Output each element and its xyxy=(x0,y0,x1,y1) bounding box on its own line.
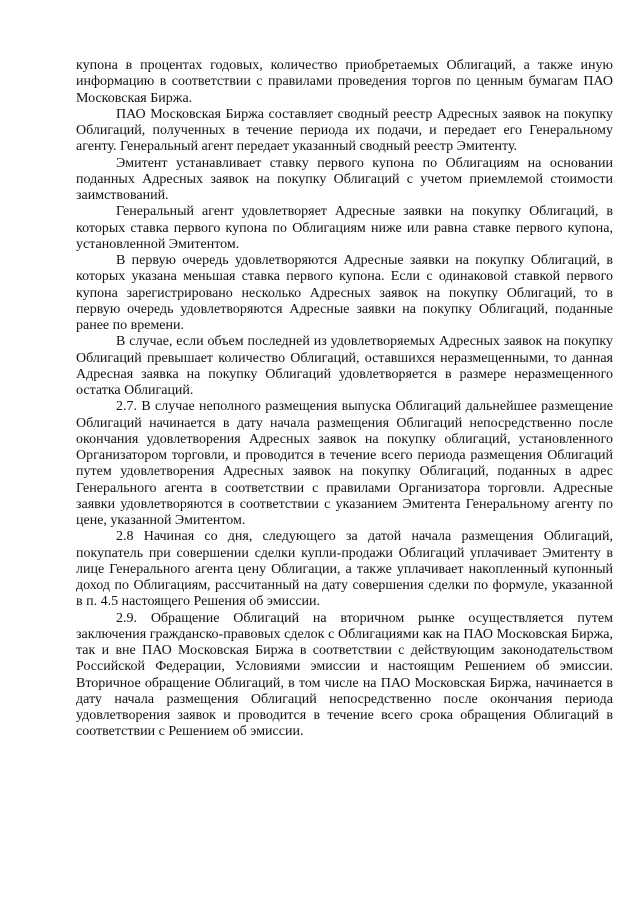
document-page xyxy=(76,58,613,741)
paragraph-section-2-7: 2.7. В случае неполного размещения выпуска Облигаций дальнейшее размещение Облигаций начинается в дату начала размещения Облигаций непосредственно после окончания удовлетворения Адресных заявок на покупку облигаций, установленного Организатором торговли, и проводится в течение всего периода размещения Облигаций путем удовлетворения Адресных заявок на покупку Облигаций, поданных в адрес Генерального агента в соответствии с правилами Организатора торговли. Адресные заявки удовлетворяются в соответствии с указанием Эмитента Генеральному агенту по цене, указанной Эмитентом. xyxy=(76,399,613,528)
paragraph-coupon-rate: Эмитент устанавливает ставку первого купона по Облигациям на основании поданных Адресных заявок на покупку Облигаций с учетом приемлемой стоимости заимствований. xyxy=(76,155,613,203)
paragraph-last-order: В случае, если объем последней из удовлетворяемых Адресных заявок на покупку Облигаций превышает количество Облигаций, оставшихся неразмещенными, то данная Адресная заявка на покупку Облигаций удовлетворяется в размере неразмещенного остатка Облигаций. xyxy=(76,334,613,398)
paragraph-section-2-9: 2.9. Обращение Облигаций на вторичном рынке осуществляется путем заключения гражданско-правовых сделок с Облигациями как на ПАО Московская Биржа, так и вне ПАО Московская Биржа в соответствии с действующим законодательством Российской Федерации, Условиями эмиссии и настоящим Решением об эмиссии. Вторичное обращение Облигаций, в том числе на ПАО Московская Биржа, начинается в дату начала размещения Облигаций непосредственно после окончания периода удовлетворения заявок и проводится в течение всего срока обращения Облигаций в соответствии с Решением об эмиссии. xyxy=(76,610,613,740)
paragraph-consolidated-register: ПАО Московская Биржа составляет сводный реестр Адресных заявок на покупку Облигаций, полученных в течение периода их подачи, и передает его Генеральному агенту. Генеральный агент передает указанный сводный реестр Эмитенту. xyxy=(76,106,613,155)
paragraph-continuation: купона в процентах годовых, количество приобретаемых Облигаций, а также иную информацию в соответствии с правилами проведения торгов по ценным бумагам ПАО Московская Биржа. xyxy=(76,58,613,106)
paragraph-section-2-8: 2.8 Начиная со дня, следующего за датой начала размещения Облигаций, покупатель при совершении сделки купли-продажи Облигаций уплачивает Эмитенту в лице Генерального агента цену Облигации, а также уплачивает накопленный купонный доход по Облигациям, рассчитанный на дату совершения сделки по формуле, указанной в п. 4.5 настоящего Решения об эмиссии. xyxy=(76,529,613,610)
paragraph-priority: В первую очередь удовлетворяются Адресные заявки на покупку Облигаций, в которых указана меньшая ставка первого купона. Если с одинаковой ставкой первого купона зарегистрировано несколько Адресных заявок на покупку Облигаций, то в первую очередь удовлетворяются Адресные заявки на покупку Облигаций, поданные ранее по времени. xyxy=(76,253,613,333)
paragraph-agent-satisfies: Генеральный агент удовлетворяет Адресные заявки на покупку Облигаций, в которых ставка первого купона по Облигациям ниже или равна ставке первого купона, установленной Эмитентом. xyxy=(76,204,613,252)
